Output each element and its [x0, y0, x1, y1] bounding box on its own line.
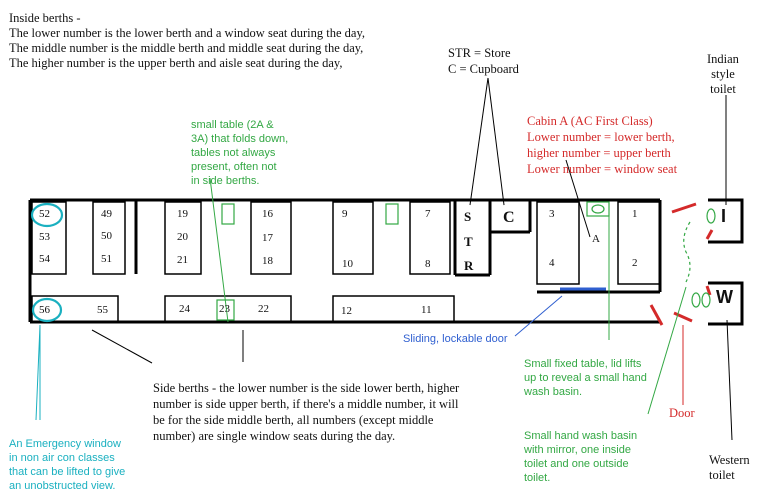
berth-51: 51	[101, 253, 112, 265]
inside-berths-line2: The middle number is the middle berth and middle seat during the day,	[9, 41, 364, 55]
cabin-a-note: Cabin A (AC First Class) Lower number = lower berth, higher number = upper berth Lower number = window seat	[527, 114, 678, 176]
berth-9: 9	[342, 208, 348, 220]
berth-52: 52	[39, 208, 50, 220]
sliding-door-pointer	[515, 296, 562, 336]
western-toilet-letter: W	[716, 287, 733, 307]
indian-toilet-label: Indian style toilet	[707, 52, 739, 96]
berth-12: 12	[341, 305, 352, 317]
small-table-note: small table (2A & 3A) that folds down, tables not always present, often not in side berths.	[191, 119, 289, 187]
berth-19: 19	[177, 208, 188, 220]
berth-56: 56	[39, 304, 50, 316]
berth-54: 54	[39, 253, 50, 265]
berth-1: 1	[632, 208, 638, 220]
cupboard-letter: C	[503, 209, 515, 226]
sliding-door-label: Sliding, lockable door	[403, 333, 508, 345]
side-berths-note: Side berths - the lower number is the side lower berth, higher number is side upper berth, if there's a middle number, it will be for the side middle berth, all numbers (except middle number) are single window seats during the day.	[153, 381, 460, 443]
inside-berths-line1: The lower number is the lower berth and a window seat during the day,	[9, 26, 366, 40]
wash-basin-note: Small hand wash basin with mirror, one inside toilet and one outside toilet.	[524, 430, 638, 484]
berth-50: 50	[101, 230, 112, 242]
berth-23: 23	[219, 303, 230, 315]
door-label: Door	[669, 406, 695, 420]
berth-2: 2	[632, 257, 638, 269]
berth-4: 4	[549, 257, 555, 269]
berth-20: 20	[177, 231, 188, 243]
berth-8: 8	[425, 258, 431, 270]
berth-16: 16	[262, 208, 273, 220]
berth-21: 21	[177, 254, 188, 266]
store-r: R	[464, 258, 474, 273]
berth-53: 53	[39, 231, 50, 243]
berth-24: 24	[179, 303, 190, 315]
store-s: S	[464, 209, 472, 224]
fixed-table-note: Small fixed table, lid lifts up to reveal a small hand wash basin.	[524, 358, 647, 398]
berth-55: 55	[97, 304, 108, 316]
store-t: T	[464, 234, 473, 249]
indian-toilet-letter: I	[721, 206, 727, 226]
berth-18: 18	[262, 255, 273, 267]
cabin-a-letter: A	[592, 233, 600, 245]
inside-berths-heading: Inside berths -	[9, 11, 81, 25]
legend-store: STR = Store	[448, 46, 511, 60]
berth-17: 17	[262, 232, 273, 244]
legend-cupboard: C = Cupboard	[448, 62, 519, 76]
emergency-window-note: An Emergency window in non air con classes that can be lifted to give an unobstructed view.	[9, 438, 126, 492]
berth-22: 22	[258, 303, 269, 315]
inside-berths-line3: The higher number is the upper berth and aisle seat during the day,	[9, 56, 343, 70]
berth-10: 10	[342, 258, 353, 270]
western-toilet-label: Western toilet	[709, 453, 750, 482]
berth-3: 3	[549, 208, 555, 220]
berth-7: 7	[425, 208, 431, 220]
berth-49: 49	[101, 208, 112, 220]
berth-11: 11	[421, 304, 432, 316]
